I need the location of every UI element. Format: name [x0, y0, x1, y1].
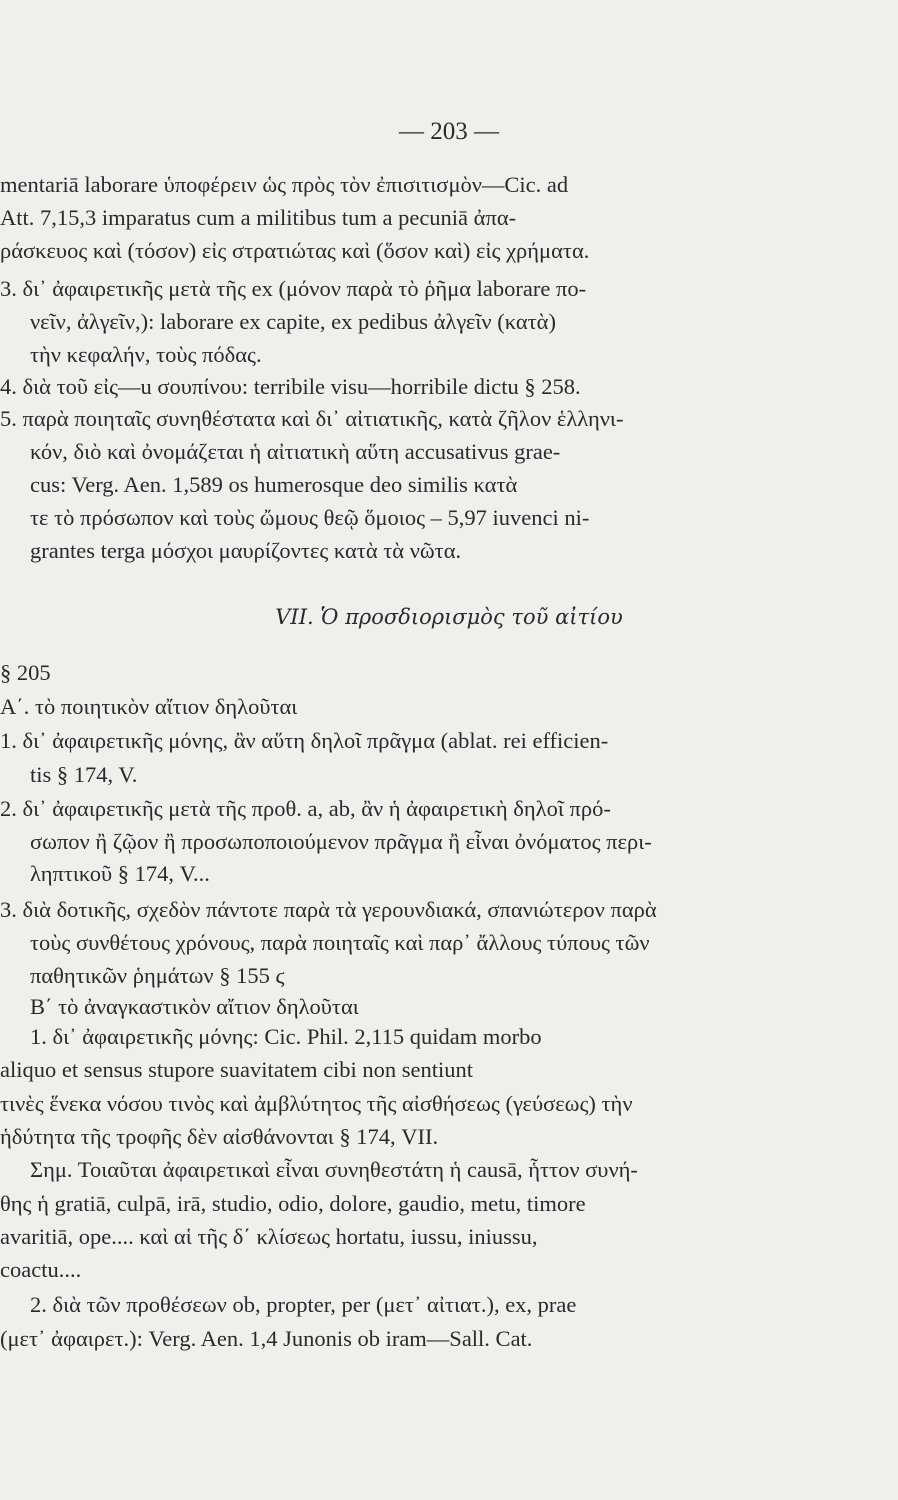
text-line: τοὺς συνθέτους χρόνους, παρὰ ποιηταῖς καὶ παρ᾽ ἄλλους τύπους τῶν — [30, 930, 650, 955]
text-line: σωπον ἢ ζῷον ἢ προσωποποιούμενον πρᾶγμα ἢ εἶναι ὀνόματος περι- — [30, 829, 652, 854]
text-line: νεῖν, ἀλγεῖν,): laborare ex capite, ex pedibus ἀλγεῖν (κατὰ) — [30, 309, 556, 334]
text-line: 2. διὰ τῶν προθέσεων ob, propter, per (μετ᾽ αἰτιατ.), ex, prae — [30, 1292, 577, 1317]
text-line: 3. διὰ δοτικῆς, σχεδὸν πάντοτε παρὰ τὰ γερουνδιακά, σπανιώτερον παρὰ — [0, 897, 657, 922]
text-line: Att. 7,15,3 imparatus cum a militibus tum a pecuniā ἀπα- — [0, 205, 517, 230]
text-line: grantes terga μόσχοι μαυρίζοντες κατὰ τὰ νῶτα. — [30, 538, 462, 563]
text-line: ράσκευος καὶ (τόσον) εἰς στρατιώτας καὶ (ὅσον καὶ) εἰς χρήματα. — [0, 238, 590, 263]
text-line: A΄. τὸ ποιητικὸν αἴτιον δηλοῦται — [0, 694, 298, 719]
text-line: cus: Verg. Aen. 1,589 os humerosque deo similis κατὰ — [30, 472, 518, 497]
text-line: avaritiā, ope.... καὶ αἱ τῆς δ΄ κλίσεως hortatu, iussu, iniussu, — [0, 1224, 538, 1249]
text-line: 3. δι᾽ ἀφαιρετικῆς μετὰ τῆς ex (μόνον παρὰ τὸ ῥῆμα laborare πο- — [0, 276, 587, 301]
text-line: coactu.... — [0, 1257, 82, 1282]
text-line: κόν, διὸ καὶ ὀνομάζεται ἡ αἰτιατικὴ αὕτη accusativus grae- — [30, 439, 561, 464]
text-line: ληπτικοῦ § 174, V... — [30, 861, 210, 886]
text-line: Σημ. Τοιαῦται ἀφαιρετικαὶ εἶναι συνηθεστάτη ἡ causā, ἧττον συνή- — [30, 1157, 638, 1182]
text-line: 4. διὰ τοῦ εἰς—u σουπίνου: terribile visu—horribile dictu § 258. — [0, 374, 581, 399]
text-line: ἡδύτητα τῆς τροφῆς δὲν αἰσθάνονται § 174, VII. — [0, 1124, 439, 1149]
text-line: θης ἡ gratiā, culpā, irā, studio, odio, dolore, gaudio, metu, timore — [0, 1191, 586, 1216]
text-line: παθητικῶν ῥημάτων § 155 ϛ — [30, 963, 285, 988]
text-line: (μετ᾽ ἀφαιρετ.): Verg. Aen. 1,4 Junonis ob iram—Sall. Cat. — [0, 1326, 533, 1351]
text-line: τινὲς ἕνεκα νόσου τινὸς καὶ ἀμβλύτητος τῆς αἰσθήσεως (γεύσεως) τὴν — [0, 1091, 633, 1116]
page-number: — 203 — — [399, 118, 499, 145]
text-line: τὴν κεφαλήν, τοὺς πόδας. — [30, 342, 262, 367]
text-line: 5. παρὰ ποιηταῖς συνηθέστατα καὶ δι᾽ αἰτιατικῆς, κατὰ ζῆλον ἑλληνι- — [0, 406, 624, 431]
text-line: 1. δι᾽ ἀφαιρετικῆς μόνης: Cic. Phil. 2,115 quidam morbo — [30, 1024, 542, 1049]
section-heading: VII. Ὁ προσδιορισμὸς τοῦ αἰτίου — [275, 605, 623, 629]
text-line: 2. δι᾽ ἀφαιρετικῆς μετὰ τῆς προθ. a, ab, ἂν ἡ ἀφαιρετικὴ δηλοῖ πρό- — [0, 796, 611, 821]
text-line: mentariā laborare ὑποφέρειν ὡς πρὸς τὸν ἐπισιτισμὸν—Cic. ad — [0, 172, 569, 197]
text-line: tis § 174, V. — [30, 762, 138, 787]
text-line: τε τὸ πρόσωπον καὶ τοὺς ὤμους θεῷ ὅμοιος – 5,97 iuvenci ni- — [30, 505, 590, 530]
text-line: B΄ τὸ ἀναγκαστικὸν αἴτιον δηλοῦται — [30, 994, 359, 1019]
text-line: 1. δι᾽ ἀφαιρετικῆς μόνης, ἂν αὕτη δηλοῖ πρᾶγμα (ablat. rei efficien- — [0, 728, 609, 753]
text-line: aliquo et sensus stupore suavitatem cibi non sentiunt — [0, 1057, 474, 1082]
text-line: § 205 — [0, 660, 51, 685]
